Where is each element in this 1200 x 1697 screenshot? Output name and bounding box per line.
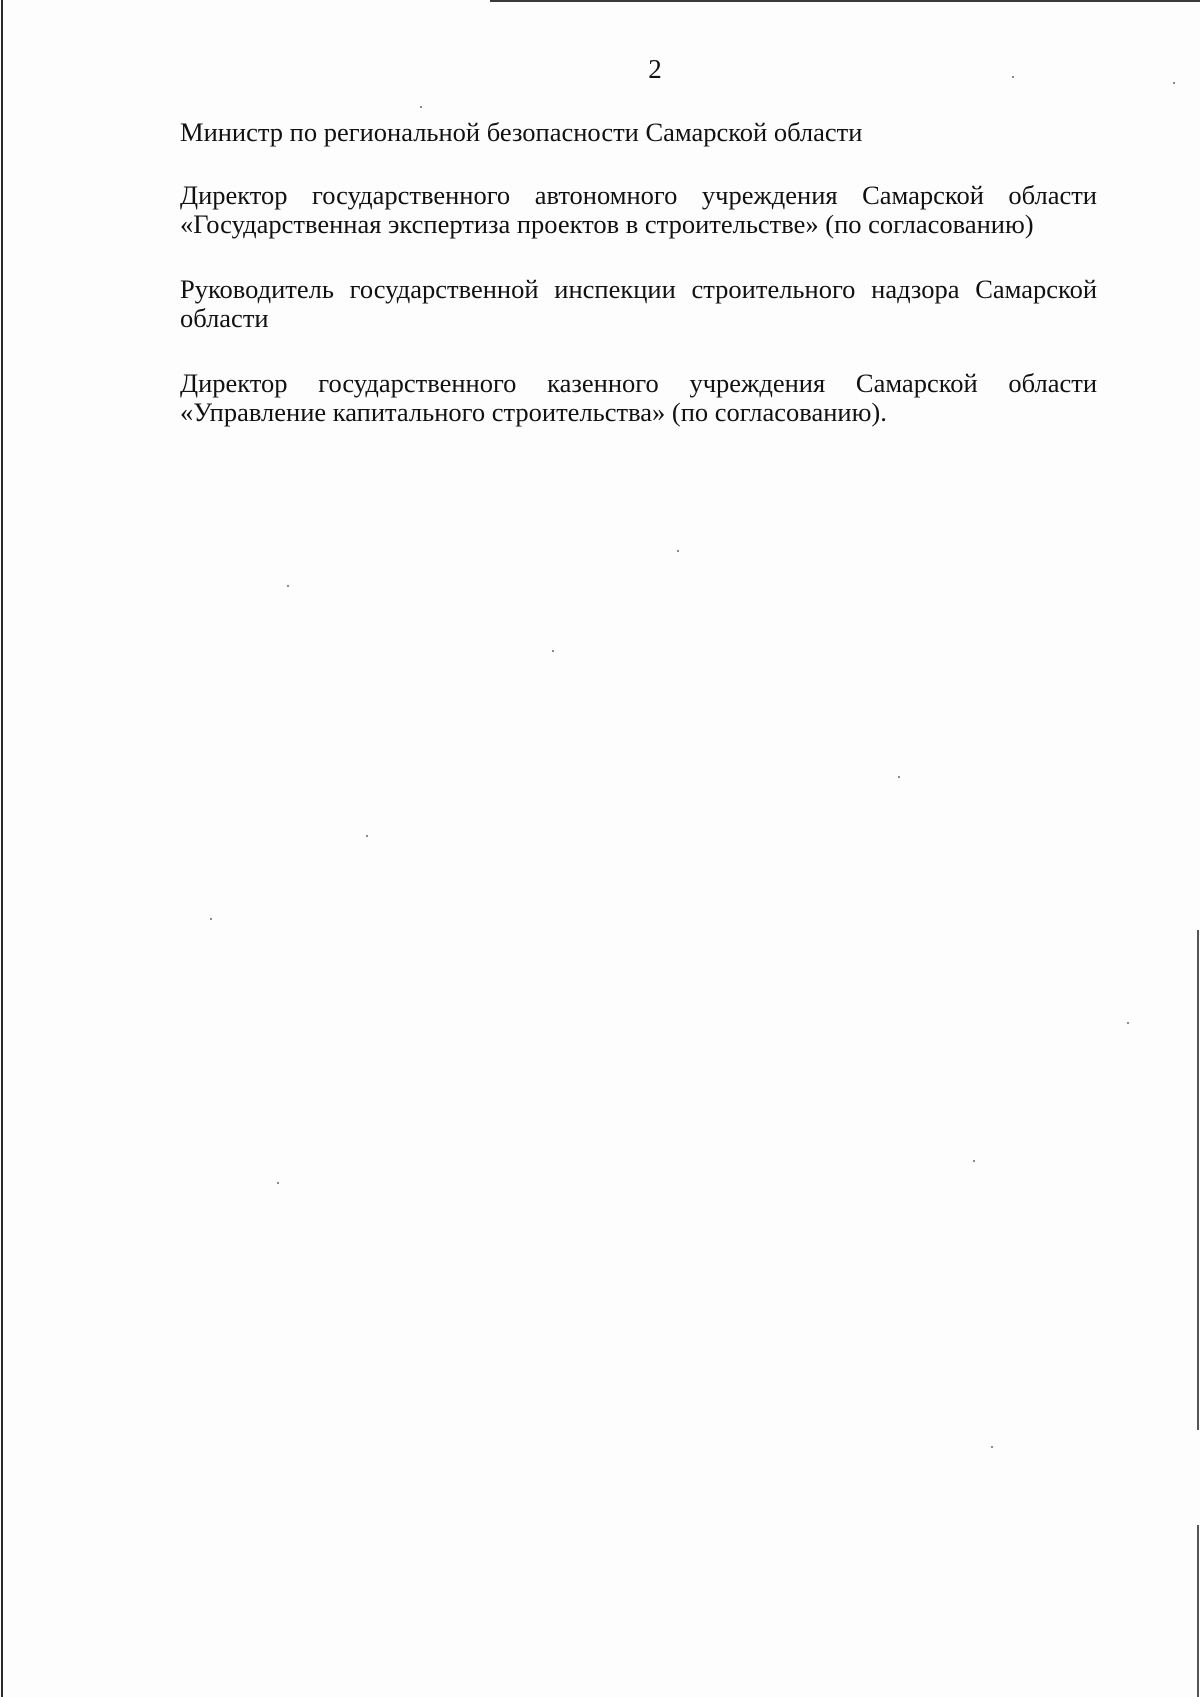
list-item: Директор государственного автономного учреждения Самарской области «Государственная экспертиза проектов в строительстве» (по согласованию) <box>180 180 1097 239</box>
scan-edge-top <box>490 0 1200 2</box>
scan-speck <box>552 650 554 652</box>
scan-speck <box>973 1160 975 1162</box>
scan-speck <box>287 585 289 587</box>
position-list <box>180 118 1097 463</box>
scan-edge-right <box>1197 930 1199 1430</box>
scan-speck <box>210 918 212 920</box>
scan-speck <box>991 1446 993 1448</box>
scan-speck <box>1012 76 1014 78</box>
scan-edge-left <box>1 0 3 1697</box>
scan-speck <box>420 106 422 108</box>
list-item: Директор государственного казенного учреждения Самарской области «Управление капитального строительства» (по согласованию). <box>180 368 1097 427</box>
scan-speck <box>366 835 368 837</box>
list-item: Руководитель государственной инспекции строительного надзора Самарской области <box>180 274 1097 333</box>
list-item: Министр по региональной безопасности Самарской области <box>180 117 863 147</box>
scan-speck <box>1173 82 1175 84</box>
scan-speck <box>677 550 679 552</box>
scan-speck <box>898 776 900 778</box>
scan-edge-right-lower <box>1197 1525 1199 1697</box>
page-number: 2 <box>648 54 662 84</box>
scan-speck <box>277 1182 279 1184</box>
scan-speck <box>1127 1022 1129 1024</box>
